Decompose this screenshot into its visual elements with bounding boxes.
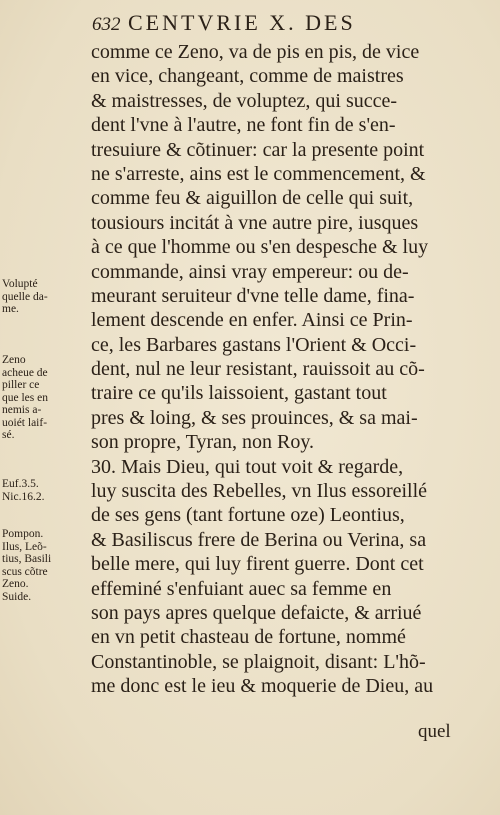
- body-text: [91, 40, 453, 699]
- margin-line: piller ce: [2, 379, 40, 391]
- margin-line: quelle da-: [2, 290, 48, 303]
- text-line: pres & loing, & ses prouinces, & sa mai-: [91, 406, 418, 429]
- text-line: lement descende en enfer. Ainsi ce Prin-: [91, 309, 413, 332]
- text-line: luy suscita des Rebelles, vn Ilus essoreillé: [91, 480, 428, 503]
- text-line: tresuiure & cõtinuer: car la presente point: [91, 138, 425, 161]
- margin-line: Pompon.: [2, 528, 44, 540]
- margin-note-pompon: [2, 528, 94, 603]
- text-line: en vn petit chasteau de fortune, nommé: [91, 626, 406, 649]
- text-line: traire ce qu'ils laissoient, gastant tout: [91, 382, 387, 405]
- margin-line: scus cõtre: [2, 565, 48, 578]
- text-line: son propre, Tyran, non Roy.: [91, 431, 315, 454]
- margin-note-zeno: [2, 354, 94, 442]
- catchword: quel: [418, 721, 451, 742]
- text-line: 30. Mais Dieu, qui tout voit & regarde,: [91, 455, 404, 478]
- margin-line: Ilus, Leõ-: [2, 540, 47, 553]
- margin-note-volupte: [2, 278, 94, 316]
- margin-line: me.: [2, 303, 19, 315]
- margin-line: uoiét laif-: [2, 416, 48, 429]
- running-head: CENTVRIE X. DES: [128, 10, 356, 35]
- page-header: [92, 6, 454, 38]
- margin-line: nemis a-: [2, 404, 42, 416]
- text-line: & maistresses, de voluptez, qui succe-: [91, 89, 398, 112]
- margin-note-references: [2, 478, 94, 503]
- margin-line: Zeno: [2, 354, 26, 366]
- text-line: comme feu & aiguillon de celle qui suit,: [91, 187, 414, 210]
- text-line: me donc est le ieu & moquerie de Dieu, au: [91, 675, 434, 698]
- margin-line: sé.: [2, 429, 15, 441]
- text-line: dent l'vne à l'autre, ne font fin de s'en-: [91, 114, 396, 137]
- text-line: dent, nul ne leur resistant, rauissoit au cõ-: [91, 358, 425, 381]
- text-line: commande, ainsi vray empereur: ou de-: [91, 260, 409, 283]
- text-line: comme ce Zeno, va de pis en pis, de vice: [91, 41, 420, 63]
- margin-line: Volupté: [2, 278, 38, 290]
- text-line: & Basiliscus frere de Berina ou Verina, sa: [91, 528, 427, 551]
- text-line: de ses gens (tant fortune oze) Leontius,: [91, 504, 405, 527]
- margin-line: Euf.3.5.: [2, 478, 39, 490]
- text-line: ce, les Barbares gastans l'Orient & Occi-: [91, 333, 417, 356]
- margin-line: acheue de: [2, 366, 48, 379]
- text-line: son pays apres quelque defaicte, & arriué: [91, 601, 422, 624]
- text-line: en vice, changeant, comme de maistres: [91, 65, 404, 88]
- text-line: belle mere, qui luy firent guerre. Dont cet: [91, 553, 424, 576]
- text-line: tousiours incitát à vne autre pire, iusques: [91, 211, 419, 234]
- margin-line: Suide.: [2, 590, 32, 603]
- margin-line: tius, Basili: [2, 553, 52, 565]
- text-line: ne s'arreste, ains est le commencement, &: [91, 162, 426, 185]
- page-number: 632: [92, 14, 121, 35]
- text-line: Constantinoble, se plaignoit, disant: L'hõ-: [91, 650, 426, 673]
- text-line: à ce que l'homme ou s'en despesche & luy: [91, 236, 429, 259]
- margin-line: Zeno.: [2, 578, 29, 590]
- margin-line: Nic.16.2.: [2, 490, 45, 503]
- text-line: effeminé s'enfuiant auec sa femme en: [91, 577, 392, 600]
- margin-line: que les en: [2, 391, 48, 404]
- text-line: meurant seruiteur d'vne telle dame, fina-: [91, 284, 415, 307]
